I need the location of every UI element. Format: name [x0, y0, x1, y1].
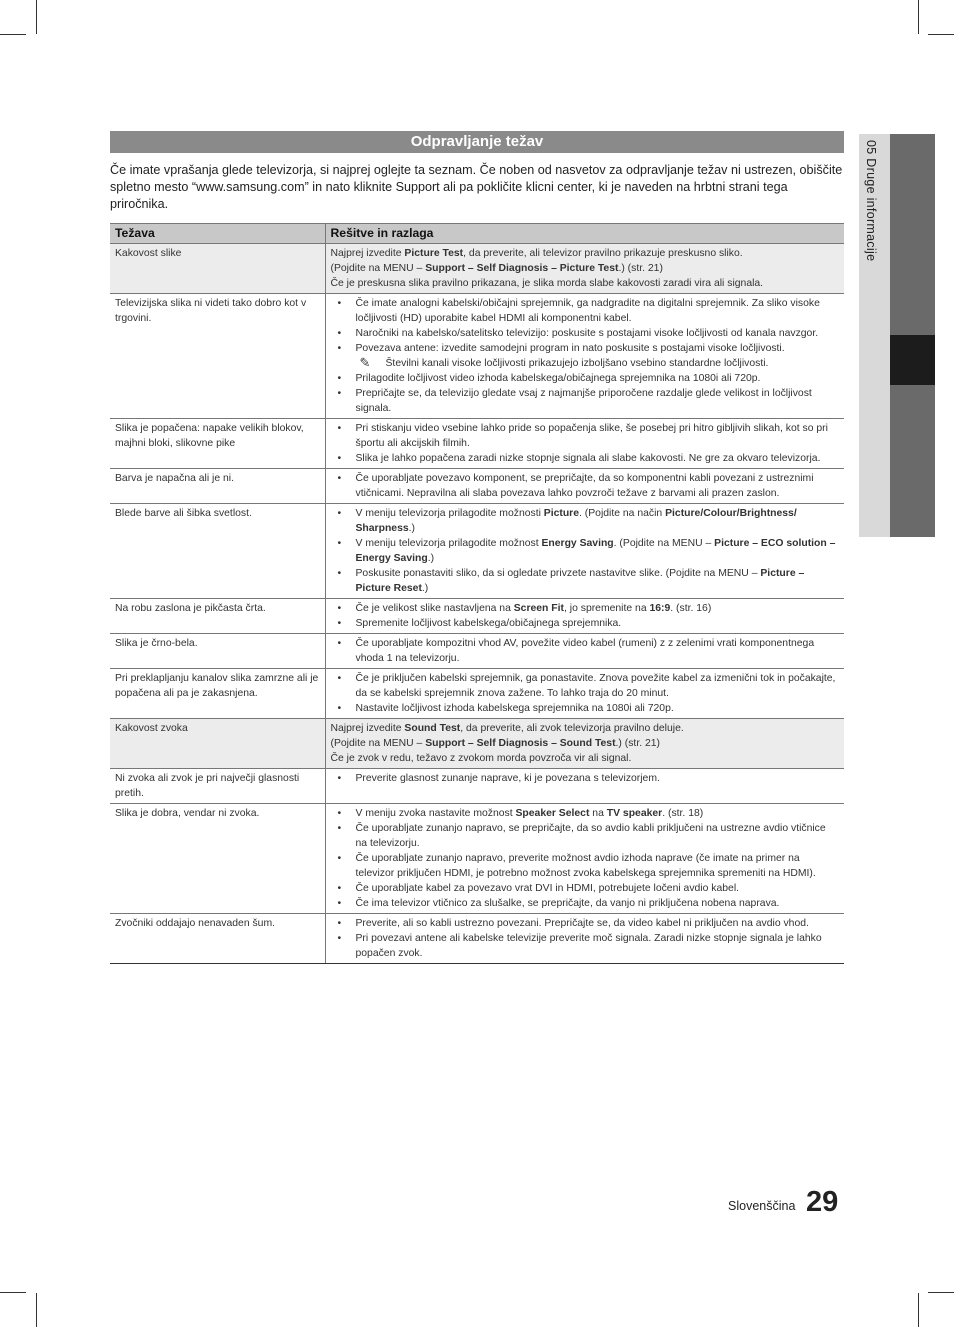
list-item: • Če imate analogni kabelski/običajni sprejemnik, ga nadgradite na digitalni sprejemnik. Za sliko visoke ločljivosti (HD) uporabite kabel HDMI ali komponentni kabel. [331, 296, 840, 326]
problem-cell: Zvočniki oddajajo nenavaden šum. [110, 914, 325, 964]
list-item: • Prilagodite ločljivost video izhoda kabelskega/običajnega sprejemnika na 1080i ali 720p. [331, 371, 840, 386]
list-item: • Preverite glasnost zunanje naprave, ki je povezana s televizorjem. [331, 771, 840, 786]
solution-cell [325, 599, 844, 634]
table-header-row [110, 224, 844, 244]
table-row [110, 634, 844, 669]
bold-term: Support – Self Diagnosis – Sound Test [425, 738, 616, 749]
table-row [110, 719, 844, 769]
list-item: • Spremenite ločljivost kabelskega/običajnega sprejemnika. [331, 616, 840, 631]
list-item: • Preverite, ali so kabli ustrezno povezani. Prepričajte se, da video kabel ni priključen na avdio vhod. [331, 916, 840, 931]
problem-cell: Slika je dobra, vendar ni zvoka. [110, 804, 325, 914]
table-row [110, 294, 844, 419]
bold-term: Picture Test [404, 248, 464, 259]
problem-cell: Blede barve ali šibka svetlost. [110, 504, 325, 599]
solution-cell [325, 469, 844, 504]
problem-cell: Na robu zaslona je pikčasta črta. [110, 599, 325, 634]
list-item: • Slika je lahko popačena zaradi nizke stopnje signala ali slabe kakovosti. Ne gre za okvaro televizorja. [331, 451, 840, 466]
table-row [110, 914, 844, 964]
note-text: Številni kanali visoke ločljivosti prikazujejo izboljšano vsebino standardne ločljivosti. [385, 358, 769, 369]
crop-mark [0, 1292, 26, 1293]
solution-cell [325, 634, 844, 669]
list-item: • V meniju televizorja prilagodite možnost Energy Saving. (Pojdite na MENU – Picture – ECO solution – Energy Saving.) [331, 536, 840, 566]
solution-line: (Pojdite na MENU – Support – Self Diagnosis – Sound Test.) (str. 21) [330, 738, 661, 749]
chapter-tab-block [890, 134, 935, 335]
chapter-tab-block [890, 385, 935, 537]
table-row [110, 769, 844, 804]
crop-mark [918, 1293, 919, 1327]
solution-cell [325, 504, 844, 599]
solution-list [331, 296, 840, 356]
bold-term: Support – Self Diagnosis – Picture Test [425, 263, 619, 274]
table-row [110, 419, 844, 469]
list-item: • Prepričajte se, da televizijo gledate vsaj z najmanjše priporočene razdalje glede velikost in ločljivost signala. [331, 386, 840, 416]
list-item: • Če uporabljate zunanjo napravo, se prepričajte, da so avdio kabli priključeni na ustrezne avdio vtičnice na televizorju. [331, 821, 840, 851]
solution-list [331, 806, 840, 911]
list-item: • Povezava antene: izvedite samodejni program in nato poskusite s postajami visoke ločljivosti. [331, 341, 840, 356]
solution-cell [325, 769, 844, 804]
problem-cell: Slika je popačena: napake velikih blokov, majhni bloki, slikovne pike [110, 419, 325, 469]
list-item: • Če uporabljate kabel za povezavo vrat DVI in HDMI, potrebujete ločeni avdio kabel. [331, 881, 840, 896]
crop-mark [36, 1293, 37, 1327]
list-item: • Poskusite ponastaviti sliko, da si ogledate privzete nastavitve slike. (Pojdite na MENU – Picture – Picture Reset.) [331, 566, 840, 596]
solution-list [331, 421, 840, 466]
solution-cell [325, 294, 844, 419]
list-item: • V meniju zvoka nastavite možnost Speaker Select na TV speaker. (str. 18) [331, 806, 840, 821]
column-header-solution: Rešitve in razlaga [325, 224, 844, 244]
troubleshooting-table [110, 223, 844, 964]
problem-cell: Televizijska slika ni videti tako dobro kot v trgovini. [110, 294, 325, 419]
note-pencil-icon: ✎ [359, 355, 371, 370]
bold-term: Energy Saving [541, 538, 614, 549]
list-item: • Pri stiskanju video vsebine lahko pride so popačenja slike, še posebej pri hitro gibljivih slikah, kot so pri športu ali akcijskih filmih. [331, 421, 840, 451]
column-header-problem: Težava [110, 224, 325, 244]
list-item: • Če uporabljate kompozitni vhod AV, povežite video kabel (rumeni) z z zelenimi vrati komponentnega vhoda 1 na televizorju. [331, 636, 840, 666]
bold-term: 16:9 [649, 603, 671, 614]
intro-paragraph: Če imate vprašanja glede televizorja, si najprej oglejte ta seznam. Če noben od nasvetov za odpravljanje težav ni ustrezen, obiščite spletno mesto “www.samsung.com” in nato kliknite Support ali pa pokličite klicni center, ki je naveden na hrbtni strani tega priročnika. [110, 163, 843, 211]
list-item: • V meniju televizorja prilagodite možnosti Picture. (Pojdite na način Picture/Colour/Brightness/ Sharpness.) [331, 506, 840, 536]
crop-mark [928, 1292, 954, 1293]
list-item: • Naročniki na kabelsko/satelitsko televizijo: poskusite s postajami visoke ločljivosti od kanala navzgor. [331, 326, 840, 341]
solution-list [331, 371, 840, 416]
problem-cell: Pri preklapljanju kanalov slika zamrzne ali je popačena ali pa je zakasnjena. [110, 669, 325, 719]
solution-list [331, 916, 840, 961]
solution-line: Če je zvok v redu, težavo z zvokom morda povzroča vir ali signal. [330, 753, 632, 764]
bold-term: Screen Fit [513, 603, 564, 614]
solution-cell [325, 804, 844, 914]
table-row [110, 599, 844, 634]
list-item: • Če ima televizor vtičnico za slušalke, se prepričajte, da vanjo ni priključena nobena naprava. [331, 896, 840, 911]
solution-list [331, 506, 840, 596]
footer-language: Slovenščina [728, 1199, 796, 1213]
bold-term: Speaker Select [515, 808, 590, 819]
bold-term: Sound Test [404, 723, 461, 734]
bold-term: Picture [543, 508, 580, 519]
crop-mark [918, 0, 919, 34]
crop-mark [36, 0, 37, 34]
crop-mark [0, 34, 26, 35]
solution-cell [325, 669, 844, 719]
note [331, 356, 840, 371]
solution-list [331, 671, 840, 716]
list-item: • Če je priključen kabelski sprejemnik, ga ponastavite. Znova povežite kabel za izmenični tok in počakajte, da se kabelski sprejemnik znova zažene. To lahko traja do 20 minut. [331, 671, 840, 701]
table-row [110, 504, 844, 599]
list-item: • Če uporabljate povezavo komponent, se prepričajte, da so komponentni kabli povezani z ustreznimi vtičnicami. Nepravilna ali slaba povezava lahko povzroči težave z barvami ali prazen zaslon. [331, 471, 840, 501]
bold-term: Picture/Colour/Brightness/ Sharpness [355, 508, 797, 534]
page-number: 29 [806, 1186, 839, 1218]
problem-cell: Slika je črno-bela. [110, 634, 325, 669]
bold-term: Picture – ECO solution – Energy Saving [355, 538, 836, 564]
solution-line: Najprej izvedite Picture Test, da preverite, ali televizor pravilno prikazuje preskusno sliko. [330, 248, 743, 259]
chapter-label: 05 Druge informacije [864, 140, 878, 262]
table-row [110, 804, 844, 914]
solution-list [331, 601, 840, 631]
solution-line: (Pojdite na MENU – Support – Self Diagnosis – Picture Test.) (str. 21) [330, 263, 663, 274]
problem-cell: Kakovost zvoka [110, 719, 325, 769]
list-item: • Nastavite ločljivost izhoda kabelskega sprejemnika na 1080i ali 720p. [331, 701, 840, 716]
bold-term: Picture – Picture Reset [355, 568, 805, 594]
list-item: • Če uporabljate zunanjo napravo, preverite možnost avdio izhoda naprave (če imate na primer na televizor priključen HDMI, je potrebno možnost zvoka kabelskega sprejemnika spremeniti na HDMI). [331, 851, 840, 881]
solution-line: Najprej izvedite Sound Test, da preverite, ali zvok televizorja pravilno deluje. [330, 723, 684, 734]
solution-cell [325, 244, 844, 294]
problem-cell: Ni zvoka ali zvok je pri največji glasnosti pretih. [110, 769, 325, 804]
problem-cell: Kakovost slike [110, 244, 325, 294]
table-row [110, 669, 844, 719]
solution-list [331, 771, 840, 786]
solution-cell [325, 719, 844, 769]
list-item: • Če je velikost slike nastavljena na Screen Fit, jo spremenite na 16:9. (str. 16) [331, 601, 840, 616]
list-item: • Pri povezavi antene ali kabelske televizije preverite moč signala. Zaradi nizke stopnje signala je lahko popačen zvok. [331, 931, 840, 961]
solution-list [331, 471, 840, 501]
solution-cell [325, 419, 844, 469]
solution-cell [325, 914, 844, 964]
table-row [110, 244, 844, 294]
crop-mark [928, 34, 954, 35]
problem-cell: Barva je napačna ali je ni. [110, 469, 325, 504]
section-title: Odpravljanje težav [110, 131, 844, 153]
chapter-tab-marker [890, 335, 935, 385]
solution-list [331, 636, 840, 666]
table-row [110, 469, 844, 504]
solution-line: Če je preskusna slika pravilno prikazana, je slika morda slabe kakovosti zaradi vira ali signala. [330, 278, 764, 289]
bold-term: TV speaker [606, 808, 663, 819]
